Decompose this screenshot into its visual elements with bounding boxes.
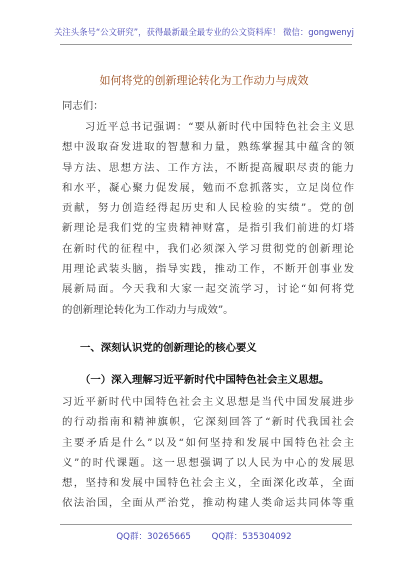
intro-paragraph bbox=[62, 117, 354, 320]
section-paragraph bbox=[62, 392, 354, 514]
paragraph-line: 在新时代的征程中，我们必须深入学习贯彻党的创新理论 bbox=[62, 242, 354, 255]
paragraph-line: 想中汲取奋发进取的智慧和力量，熟练掌握其中蕴含的领 bbox=[62, 141, 354, 154]
paragraph-line: 的行动指南和精神旗帜，它深刻回答了“新时代我国社会 bbox=[62, 416, 354, 429]
salutation: 同志们： bbox=[62, 100, 104, 112]
paragraph-line: 想，坚持和发展中国特色社会主义，全面深化改革，全面 bbox=[62, 477, 354, 490]
paragraph-line: 导方法、思想方法、工作方法，不断提高履职尽责的能力 bbox=[62, 161, 354, 174]
paragraph-line: 主要矛盾是什么”以及“如何坚持和发展中国特色社会主 bbox=[62, 436, 354, 449]
footer-divider bbox=[60, 524, 352, 525]
section-heading: 一、深刻认识党的创新理论的核心要义 bbox=[80, 342, 257, 354]
paragraph-line: 习近平新时代中国特色社会主义思想是当代中国发展进步 bbox=[62, 396, 354, 408]
header-divider bbox=[60, 44, 352, 45]
paragraph-line: 展新局面。今天我和大家一起交流学习，讨论“如何将党 bbox=[62, 283, 354, 296]
paragraph-line: 贡献，努力创造经得起历史和人民检验的实绩”。党的创 bbox=[62, 202, 354, 215]
header-banner: 关注头条号“公文研究”，获得最新最全最专业的公文资料库！ 微信：gongwenyj bbox=[54, 27, 354, 37]
paragraph-line: 和水平，凝心聚力促发展，勉而不怠抓落实，立足岗位作 bbox=[62, 181, 354, 194]
paragraph-line: 习近平总书记强调：“要从新时代中国特色社会主义思 bbox=[62, 121, 354, 133]
paragraph-line: 依法治国，全面从严治党，推动构建人类命运共同体等重 bbox=[62, 497, 354, 510]
paragraph-line: 用理论武装头脑，指导实践，推动工作，不断开创事业发 bbox=[62, 263, 354, 276]
footer-qq-group-2: QQ群：535304092 bbox=[211, 532, 292, 542]
paragraph-line: 义”的时代课题。这一思想强调了以人民为中心的发展思 bbox=[62, 456, 354, 469]
paragraph-line: 的创新理论转化为工作动力与成效”。 bbox=[62, 303, 234, 316]
paragraph-line: 新理论是我们党的宝贵精神财富，是指引我们前进的灯塔 bbox=[62, 222, 354, 235]
footer-qq-group-1: QQ群：30265665 bbox=[116, 532, 191, 542]
subsection-heading: （一）深入理解习近平新时代中国特色社会主义思想。 bbox=[80, 374, 330, 386]
footer bbox=[0, 530, 408, 542]
document-title: 如何将党的创新理论转化为工作动力与成效 bbox=[99, 74, 309, 87]
